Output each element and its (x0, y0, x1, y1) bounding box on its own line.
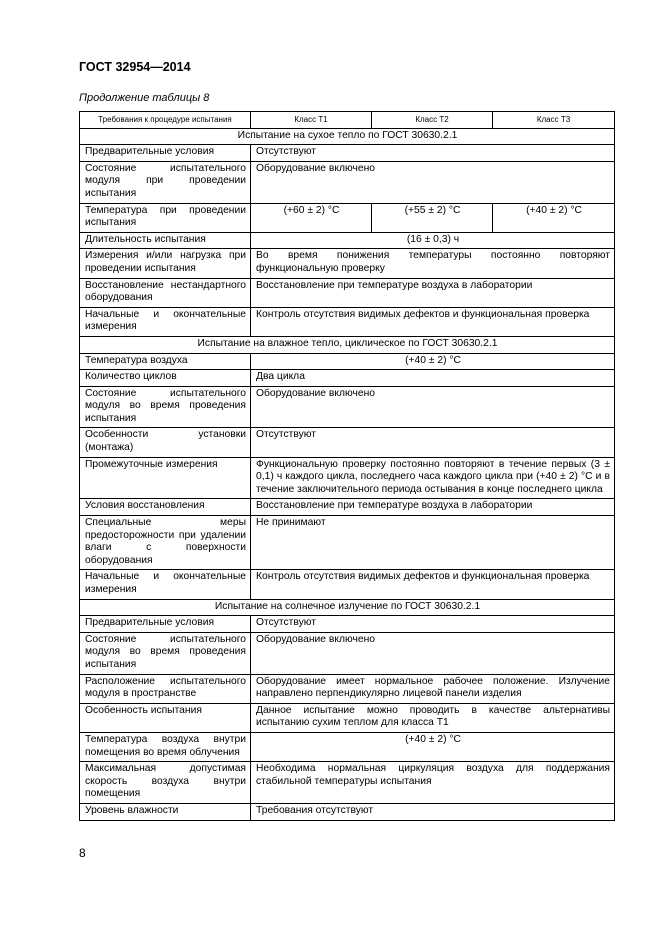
class-t1-value: (+60 ± 2) °С (251, 203, 372, 232)
table-row (80, 632, 615, 674)
value-cell: Два цикла (251, 370, 615, 387)
section-title: Испытание на сухое тепло по ГОСТ 30630.2.1 (80, 128, 615, 145)
requirement-cell: Состояние испытательного модуля во время проведения испытания (80, 386, 251, 428)
table-row (80, 674, 615, 703)
value-cell: (+40 ± 2) °С (251, 732, 615, 761)
value-cell: Контроль отсутствия видимых дефектов и функциональная проверка (251, 570, 615, 599)
section-title: Испытание на влажное тепло, циклическое по ГОСТ 30630.2.1 (80, 336, 615, 353)
table-row (80, 428, 615, 457)
table-row (80, 307, 615, 336)
value-cell: Данное испытание можно проводить в качестве альтернативы испытанию сухим теплом для класса Т1 (251, 703, 615, 732)
requirement-cell: Температура воздуха (80, 353, 251, 370)
test-requirements-table (79, 111, 615, 821)
requirement-cell: Предварительные условия (80, 145, 251, 162)
requirement-cell: Восстановление нестандартного оборудования (80, 278, 251, 307)
table-header-row (80, 112, 615, 129)
column-header: Требования к процедуре испытания (80, 112, 251, 129)
value-cell: Контроль отсутствия видимых дефектов и функциональная проверка (251, 307, 615, 336)
table-row (80, 386, 615, 428)
table-row (80, 732, 615, 761)
class-t2-value: (+55 ± 2) °С (372, 203, 493, 232)
value-cell: Оборудование включено (251, 386, 615, 428)
column-header: Класс Т2 (372, 112, 493, 129)
requirement-cell: Начальные и окончательные измерения (80, 570, 251, 599)
class-t3-value: (+40 ± 2) °С (493, 203, 615, 232)
page-number: 8 (79, 846, 86, 860)
value-cell: Оборудование имеет нормальное рабочее положение. Излучение направлено перпендикулярно лицевой панели изделия (251, 674, 615, 703)
value-cell: Восстановление при температуре воздуха в лаборатории (251, 278, 615, 307)
table-row (80, 161, 615, 203)
table-row (80, 516, 615, 570)
requirement-cell: Измерения и/или нагрузка при проведении испытания (80, 249, 251, 278)
requirement-cell: Особенности установки (монтажа) (80, 428, 251, 457)
requirement-cell: Предварительные условия (80, 616, 251, 633)
requirement-cell: Состояние испытательного модуля при проведении испытания (80, 161, 251, 203)
section-title-row (80, 336, 615, 353)
value-cell: Оборудование включено (251, 161, 615, 203)
value-cell: Требования отсутствуют (251, 803, 615, 820)
value-cell: Во время понижения температуры постоянно повторяют функциональную проверку (251, 249, 615, 278)
value-cell: Отсутствуют (251, 616, 615, 633)
table-caption: Продолжение таблицы 8 (79, 92, 210, 104)
value-cell: Отсутствуют (251, 428, 615, 457)
requirement-cell: Температура воздуха внутри помещения во время облучения (80, 732, 251, 761)
requirement-cell: Расположение испытательного модуля в пространстве (80, 674, 251, 703)
value-cell: Необходима нормальная циркуляция воздуха для поддержания стабильной температуры испытания (251, 762, 615, 804)
document-header: ГОСТ 32954—2014 (79, 60, 191, 74)
table-row (80, 803, 615, 820)
requirement-cell: Особенность испытания (80, 703, 251, 732)
table-row (80, 353, 615, 370)
requirement-cell: Состояние испытательного модуля во время проведения испытания (80, 632, 251, 674)
table-row (80, 232, 615, 249)
table-row (80, 499, 615, 516)
table-row (80, 616, 615, 633)
value-cell: Оборудование включено (251, 632, 615, 674)
table-row (80, 370, 615, 387)
section-title: Испытание на солнечное излучение по ГОСТ 30630.2.1 (80, 599, 615, 616)
value-cell: Не принимают (251, 516, 615, 570)
requirement-cell: Максимальная допустимая скорость воздуха внутри помещения (80, 762, 251, 804)
section-title-row (80, 128, 615, 145)
value-cell: Отсутствуют (251, 145, 615, 162)
value-cell: (+40 ± 2) °С (251, 353, 615, 370)
table-row (80, 570, 615, 599)
value-cell: Восстановление при температуре воздуха в лаборатории (251, 499, 615, 516)
table-row (80, 145, 615, 162)
value-cell: Функциональную проверку постоянно повторяют в течение первых (3 ± 0,1) ч каждого цикла, последнего часа каждого цикла при (+40 ± 2) °С и в течение заключительного периода остывания в конце последнего цикла (251, 457, 615, 499)
table-row (80, 457, 615, 499)
requirement-cell: Уровень влажности (80, 803, 251, 820)
requirement-cell: Количество циклов (80, 370, 251, 387)
table-row (80, 762, 615, 804)
value-cell: (16 ± 0,3) ч (251, 232, 615, 249)
requirement-cell: Условия восстановления (80, 499, 251, 516)
table-row (80, 278, 615, 307)
requirement-cell: Специальные меры предосторожности при удалении влаги с поверхности оборудования (80, 516, 251, 570)
requirement-cell: Начальные и окончательные измерения (80, 307, 251, 336)
section-title-row (80, 599, 615, 616)
table-row (80, 703, 615, 732)
requirement-cell: Промежуточные измерения (80, 457, 251, 499)
column-header: Класс Т1 (251, 112, 372, 129)
column-header: Класс Т3 (493, 112, 615, 129)
table-row (80, 203, 615, 232)
table-row (80, 249, 615, 278)
requirement-cell: Длительность испытания (80, 232, 251, 249)
requirement-cell: Температура при проведении испытания (80, 203, 251, 232)
